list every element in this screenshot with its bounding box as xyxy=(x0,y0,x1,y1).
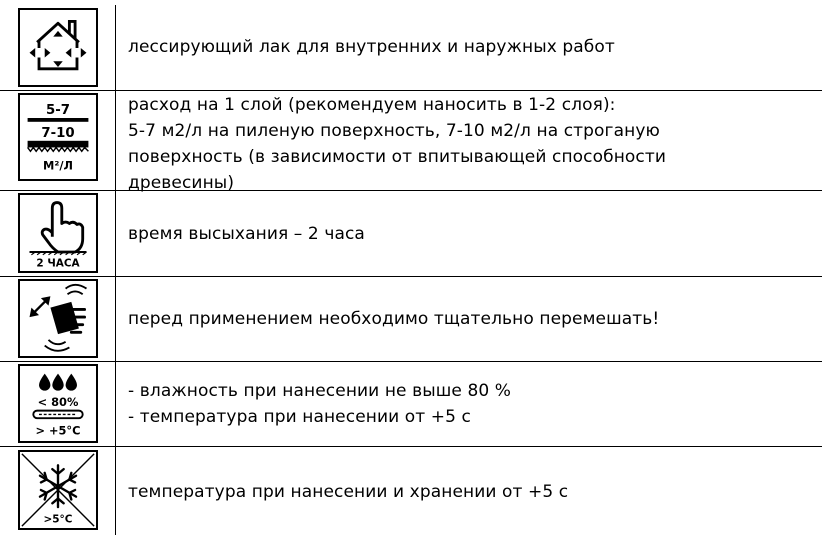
row-text xyxy=(128,34,812,60)
temperature-label: > +5°C xyxy=(35,423,81,438)
text-line: расход на 1 слой (рекомендуем наносить в 1-2 слоя): xyxy=(128,95,616,115)
row-divider xyxy=(0,361,822,362)
row-text xyxy=(128,221,812,247)
shake-can-icon xyxy=(18,279,98,358)
text-line: поверхность (в зависимости от впитывающей способности xyxy=(128,147,667,167)
row-text xyxy=(128,306,812,332)
text-line: - температура при нанесении от +5 с xyxy=(128,407,471,427)
text-line: время высыхания – 2 часа xyxy=(128,224,365,244)
frost-snowflake-icon xyxy=(18,450,98,530)
column-divider xyxy=(115,5,116,535)
drying-time-label: 2 ЧАСА xyxy=(36,257,80,270)
row-text xyxy=(128,479,812,505)
row-divider xyxy=(0,276,822,277)
coverage-unit-label: М²/Л xyxy=(43,158,73,173)
text-line: перед применением необходимо тщательно перемешать! xyxy=(128,309,660,329)
text-line: температура при нанесении и хранении от +5 с xyxy=(128,482,569,502)
row-text xyxy=(128,378,812,430)
row-divider xyxy=(0,90,822,91)
row-divider xyxy=(0,446,822,447)
house-interior-exterior-icon xyxy=(18,8,98,87)
coverage-middle-label: 7-10 xyxy=(41,126,75,141)
frost-temperature-label: >5°C xyxy=(43,513,73,526)
coverage-top-label: 5-7 xyxy=(45,103,71,119)
humidity-label: < 80% xyxy=(37,394,79,409)
text-line: древесины) xyxy=(128,173,235,193)
text-line: 5-7 м2/л на пиленую поверхность, 7-10 м2/л на строганую xyxy=(128,121,660,141)
coverage-rate-icon xyxy=(18,93,98,181)
row-text xyxy=(128,92,812,196)
text-line: лессирующий лак для внутренних и наружных работ xyxy=(128,37,615,57)
humidity-temperature-icon xyxy=(18,364,98,443)
text-line: - влажность при нанесении не выше 80 % xyxy=(128,381,512,401)
drying-time-hand-icon xyxy=(18,193,98,273)
